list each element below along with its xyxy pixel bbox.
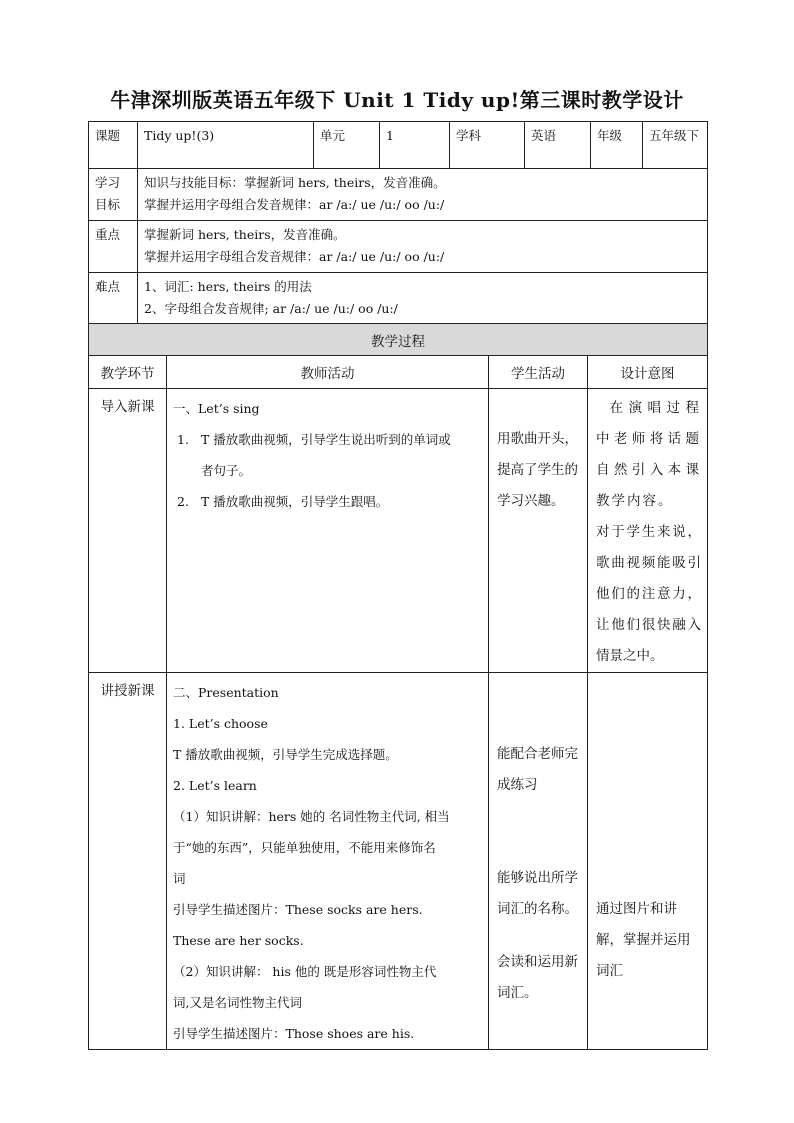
intro-teacher-activity	[167, 389, 489, 673]
present-line: 1. Let’s choose	[173, 716, 268, 731]
present-line: 二、Presentation	[173, 685, 279, 700]
present-line: These are her socks.	[173, 933, 304, 948]
present-line: 引导学生描述图片：Those shoes are his.	[173, 1026, 415, 1041]
key-points-content	[138, 221, 708, 273]
intent-text: 通过图片和讲解，掌握并运用词汇	[596, 901, 691, 979]
column-header: 学生活动	[489, 356, 588, 389]
present-line: （2）知识讲解： his 他的 既是形容词性物主代	[173, 964, 437, 979]
unit-value: 1	[380, 122, 450, 169]
key-points-line: 掌握新词 hers, theirs，发音准确。	[144, 227, 346, 242]
item-number: 1.	[177, 432, 189, 447]
intro-heading: 一、Let’s sing	[173, 401, 260, 416]
info-table	[88, 121, 708, 324]
student-text: 能够说出所学词汇的名称。	[497, 870, 578, 917]
column-header: 教师活动	[167, 356, 489, 389]
present-line: T 播放歌曲视频，引导学生完成选择题。	[173, 747, 398, 762]
present-line: （1）知识讲解：hers 她的 名词性物主代词, 相当	[173, 809, 450, 824]
present-teacher-activity	[167, 673, 489, 1050]
student-text: 用歌曲开头，提高了学生的学习兴趣。	[497, 431, 578, 509]
present-line: 词,又是名词性物主代词	[173, 995, 302, 1010]
present-line: 引导学生描述图片：These socks are hers.	[173, 902, 423, 917]
objectives-line: 掌握并运用字母组合发音规律：ar /a:/ ue /u:/ oo /u:/	[144, 197, 445, 212]
intro-student-activity	[489, 389, 588, 673]
objectives-line: 知识与技能目标：掌握新词 hers, theirs，发音准确。	[144, 175, 446, 190]
present-design-intent	[588, 673, 708, 1050]
subject-label: 学科	[450, 122, 525, 169]
difficulties-line: 1、词汇: hers, theirs 的用法	[144, 279, 312, 294]
key-points-label: 重点	[89, 221, 138, 273]
column-header: 教学环节	[89, 356, 167, 389]
difficulties-content	[138, 273, 708, 324]
present-line: 于“她的东西”，只能单独使用，不能用来修饰名	[173, 840, 436, 855]
lesson-label: 课题	[89, 122, 138, 169]
present-student-activity	[489, 673, 588, 1050]
objectives-label: 学习目标	[89, 169, 138, 221]
intent-text: 在演唱过程中老师将话题自然引入本课教学内容。	[596, 400, 701, 509]
page-title: 牛津深圳版英语五年级下 Unit 1 Tidy up!第三课时教学设计	[110, 88, 684, 112]
objectives-content	[138, 169, 708, 221]
student-text: 会读和运用新词汇。	[497, 954, 578, 1001]
intro-item-text: T 播放歌曲视频，引导学生说出听到的单词或	[201, 432, 451, 447]
student-text: 能配合老师完成练习	[497, 746, 578, 793]
grade-label: 年级	[591, 122, 643, 169]
intent-text: 对于学生来说，歌曲视频能吸引他们的注意力，让他们很快融入情景之中。	[596, 524, 701, 664]
intro-item-cont: 者句子。	[201, 463, 252, 478]
grade-value: 五年级下	[643, 122, 708, 169]
process-table	[88, 323, 708, 1050]
lesson-value: Tidy up!(3)	[138, 122, 314, 169]
column-header: 设计意图	[588, 356, 708, 389]
process-heading: 教学过程	[89, 324, 708, 356]
present-line: 2. Let’s learn	[173, 778, 257, 793]
item-number: 2.	[177, 494, 189, 509]
stage-present: 讲授新课	[89, 673, 167, 1050]
stage-intro: 导入新课	[89, 389, 167, 673]
subject-value: 英语	[525, 122, 591, 169]
difficulties-label: 难点	[89, 273, 138, 324]
key-points-line: 掌握并运用字母组合发音规律：ar /a:/ ue /u:/ oo /u:/	[144, 249, 445, 264]
difficulties-line: 2、字母组合发音规律; ar /a:/ ue /u:/ oo /u:/	[144, 301, 398, 316]
present-line: 词	[173, 871, 186, 886]
unit-label: 单元	[314, 122, 380, 169]
intro-item-text: T 播放歌曲视频，引导学生跟唱。	[201, 494, 389, 509]
intro-design-intent	[588, 389, 708, 673]
